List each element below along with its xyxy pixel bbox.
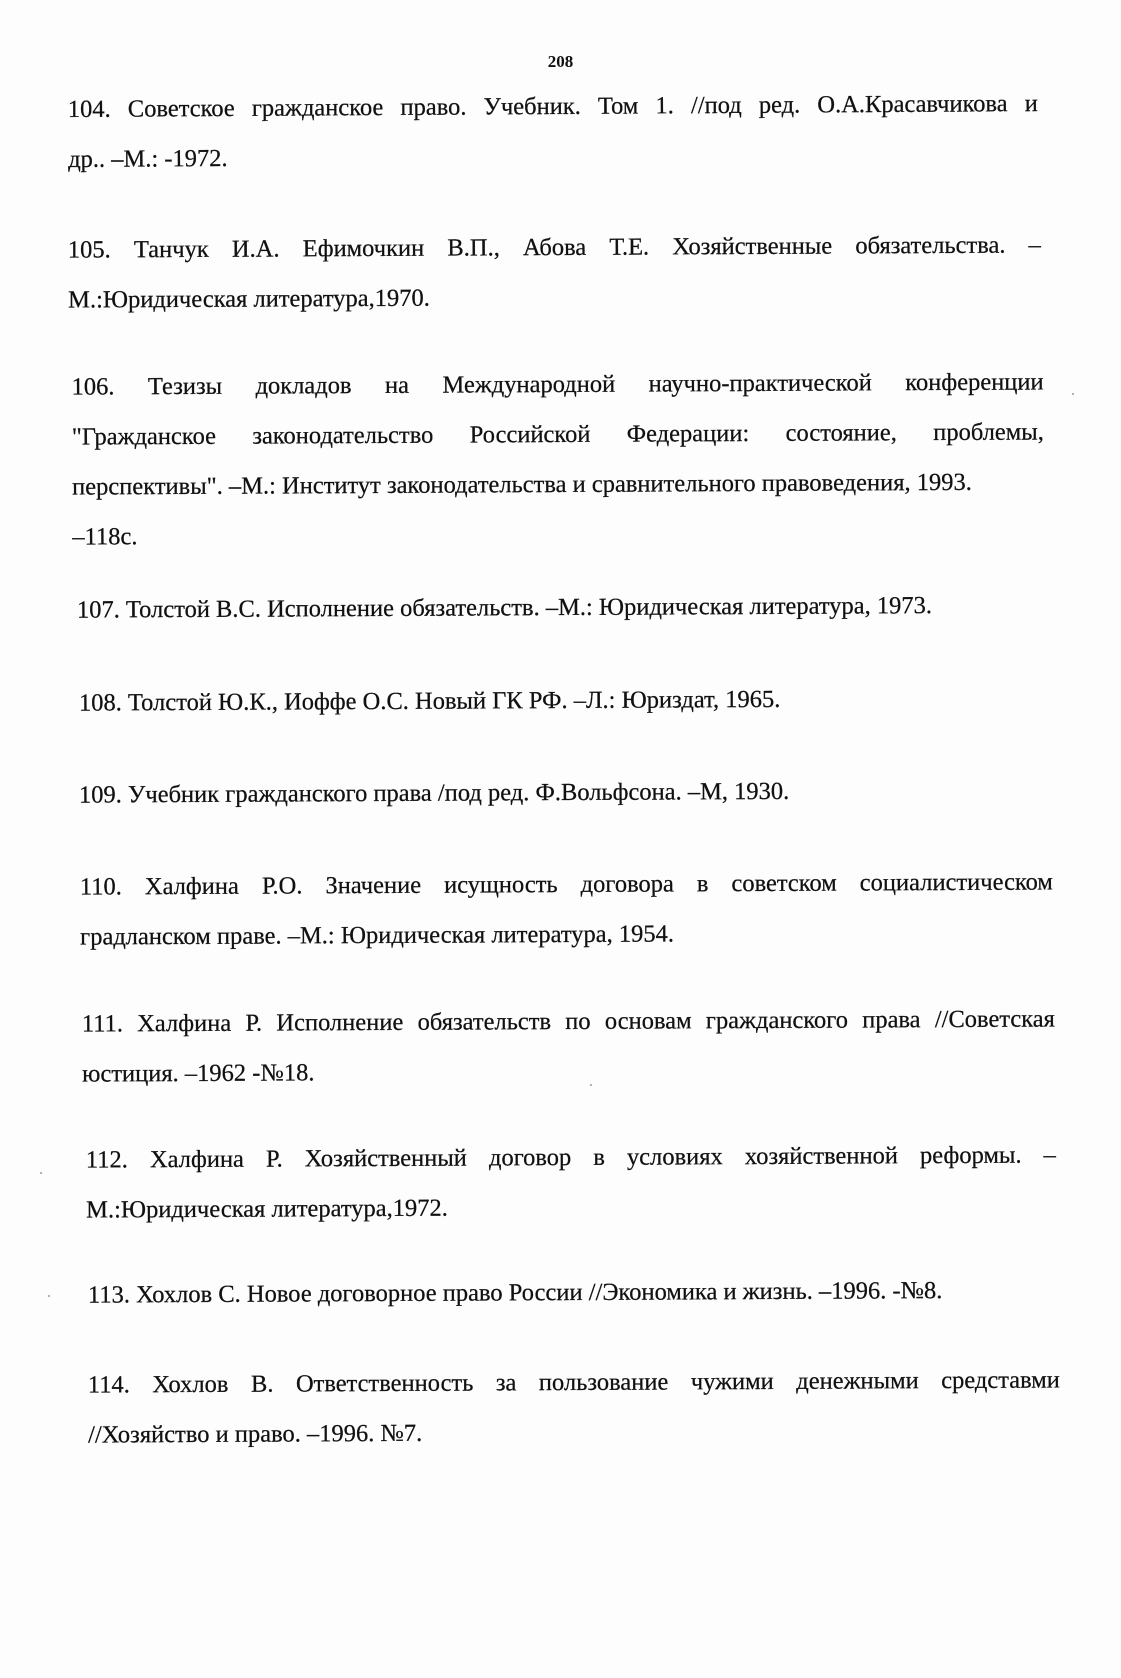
entry-line: М.:Юридическая литература,1970. [68,284,430,314]
page-number: 208 [547,52,574,71]
bibliography-entry-109 [79,765,1059,820]
bibliography-entry-105 [68,220,1042,325]
entry-line: 104. Советское гражданское право. Учебник. Том 1. //под ред. О.А.Красавчикова и [67,90,1038,123]
entry-line: 107. Толстой В.С. Исполнение обязательств. –М.: Юридическая литература, 1973. [76,592,933,624]
scan-speck [590,1084,592,1086]
entry-line: "Гражданское законодательство Российской Федерации: состояние, проблемы, [71,418,1044,451]
entry-line: 114. Хохлов В. Ответственность за пользование чужими денежными средставми [87,1366,1060,1399]
bibliography-entry-113 [88,1265,1068,1320]
bibliography-entry-114 [88,1355,1061,1460]
bibliography-entry-106 [71,357,1044,562]
entry-line: 109. Учебник гражданского права /под ред. Ф.Вольфсона. –М, 1930. [78,777,790,809]
entry-line: 108. Толстой Ю.К., Иоффе О.С. Новый ГК РФ. –Л.: Юриздат, 1965. [78,685,781,717]
entry-line: 106. Тезизы докладов на Международной научно-практической конференции [71,368,1044,401]
entry-line: //Хозяйство и право. –1996. №7. [88,1419,423,1449]
entry-line: градланском праве. –М.: Юридическая литература, 1954. [80,920,675,951]
entry-line: др.. –М.: -1972. [68,144,228,173]
entry-line: М.:Юридическая литература,1972. [86,1194,448,1224]
entry-line: 111. Халфина Р. Исполнение обязательств по основам гражданского права //Советская [81,1005,1055,1038]
entry-line: перспективы". –М.: Институт законодательства и сравнительного правоведения, 1993. [72,468,972,501]
entry-line: 105. Танчук И.А. Ефимочкин В.П., Абова Т.Е. Хозяйственные обязательства. – [67,231,1041,264]
entry-line: –118с. [72,523,138,551]
bibliography-entry-110 [80,857,1054,962]
scan-speck [48,1295,50,1297]
bibliography-entry-108 [79,673,1059,728]
bibliography-entry-104 [68,79,1039,185]
bibliography-entry-107 [77,580,1057,635]
scan-speck [1072,393,1074,395]
entry-line: 110. Халфина Р.О. Значение исущность договора в советском социалистическом [79,868,1053,901]
scan-speck [40,1172,42,1174]
entry-line: юстиция. –1962 -№18. [82,1059,315,1088]
entry-line: 113. Хохлов С. Новое договорное право России //Экономика и жизнь. –1996. -№8. [87,1277,943,1309]
entry-line: 112. Халфина Р. Хозяйственный договор в условиях хозяйственной реформы. – [85,1141,1056,1174]
bibliography-entry-112 [86,1130,1057,1235]
bibliography-entry-111 [82,994,1056,1099]
